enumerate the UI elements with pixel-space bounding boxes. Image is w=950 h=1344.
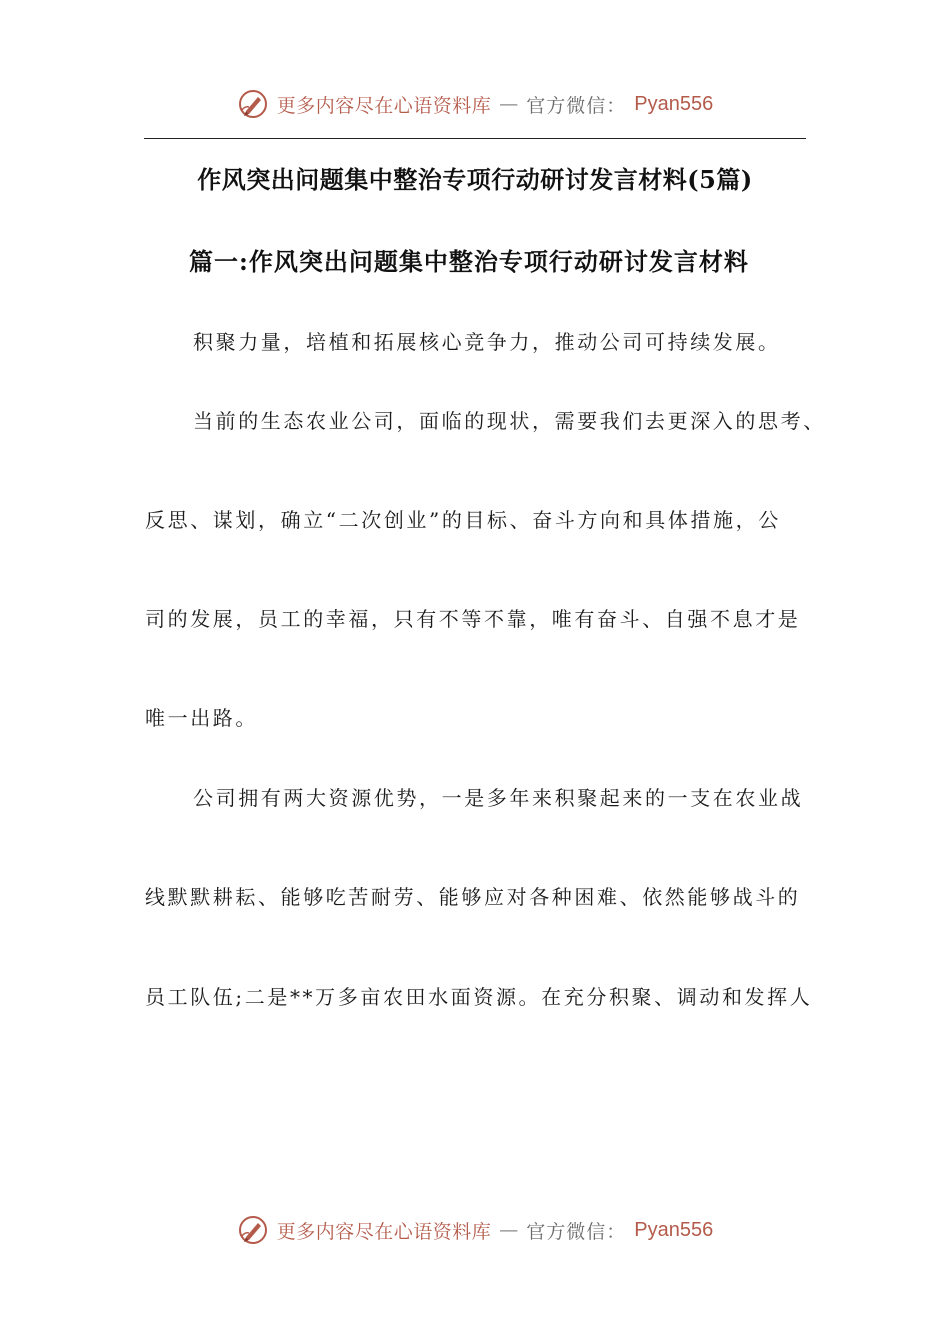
pen-logo-icon — [237, 1214, 269, 1246]
footer-wechat-id: Pyan556 — [634, 1218, 714, 1241]
paragraph-line: 当前的生态农业公司，面临的现状，需要我们去更深入的思考、 — [193, 409, 826, 433]
section-title: 篇一:作风突出问题集中整治专项行动研讨发言材料 — [189, 247, 749, 276]
paragraph-line: 员工队伍;二是**万多亩农田水面资源。在充分积聚、调动和发挥人 — [145, 985, 813, 1009]
header-divider — [144, 138, 806, 139]
banner-wechat-label: 官方微信： — [526, 94, 627, 117]
footer-main-text: 更多内容尽在心语资料库 — [276, 1220, 492, 1243]
paragraph-line: 积聚力量，培植和拓展核心竞争力，推动公司可持续发展。 — [193, 330, 781, 354]
paragraph-line: 反思、谋划，确立“二次创业”的目标、奋斗方向和具体措施，公 — [145, 508, 781, 532]
document-title: 作风突出问题集中整治专项行动研讨发言材料(5篇) — [197, 165, 753, 194]
banner-main-text: 更多内容尽在心语资料库 — [276, 94, 492, 117]
paragraph-line: 线默默耕耘、能够吃苦耐劳、能够应对各种困难、依然能够战斗的 — [145, 885, 801, 909]
footer-wechat-label: 官方微信： — [526, 1220, 627, 1243]
pen-logo-icon — [237, 88, 269, 120]
footer-dash: — — [499, 1219, 519, 1241]
banner-wechat-id: Pyan556 — [634, 92, 714, 115]
banner-dash: — — [499, 93, 519, 115]
paragraph-line: 唯一出路。 — [145, 706, 258, 730]
paragraph-line: 公司拥有两大资源优势，一是多年来积聚起来的一支在农业战 — [193, 786, 804, 810]
paragraph-line: 司的发展，员工的幸福，只有不等不靠，唯有奋斗、自强不息才是 — [145, 607, 801, 631]
header-banner — [0, 84, 950, 124]
footer-banner — [0, 1210, 950, 1250]
